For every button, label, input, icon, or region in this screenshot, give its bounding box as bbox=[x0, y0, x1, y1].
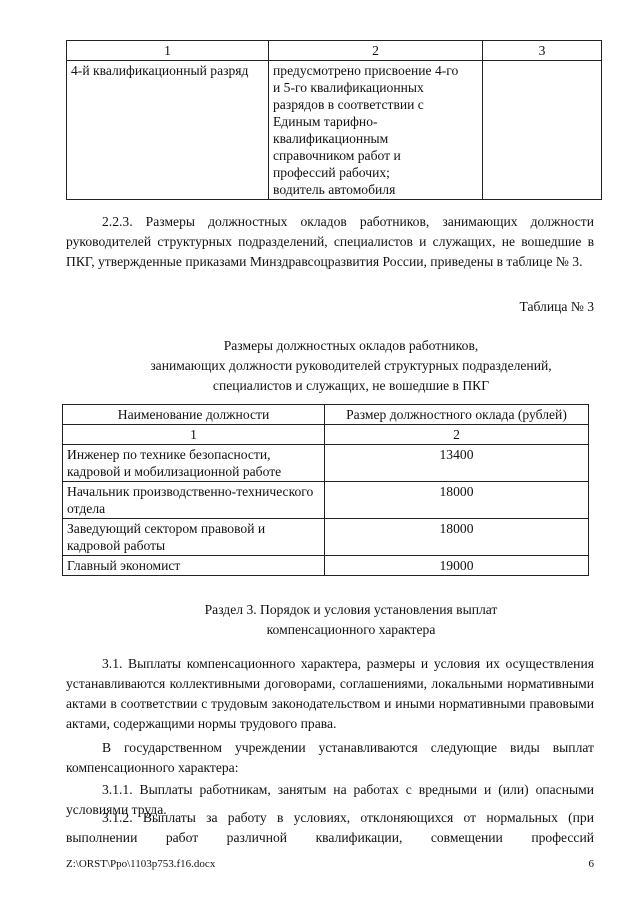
salary-column-header: Размер должностного оклада (рублей) bbox=[325, 405, 589, 425]
empty-cell bbox=[483, 61, 602, 200]
table-number-row bbox=[63, 425, 589, 445]
description-line: справочником работ и bbox=[273, 148, 401, 163]
salary-value: 19000 bbox=[325, 556, 589, 576]
description-line: Единым тарифно- bbox=[273, 114, 378, 129]
table-title bbox=[66, 336, 636, 396]
section-title-line: компенсационного характера bbox=[266, 622, 436, 637]
table-label: Таблица № 3 bbox=[519, 299, 594, 314]
section-title-line: Раздел 3. Порядок и условия установления выплат bbox=[204, 602, 498, 617]
page-number: 6 bbox=[588, 858, 594, 870]
position-name: Главный экономист bbox=[63, 556, 325, 576]
table-title-line: Размеры должностных окладов работников, bbox=[223, 338, 479, 353]
description-line: профессий рабочих; bbox=[273, 165, 390, 180]
column-number: 1 bbox=[63, 425, 325, 445]
col-header-3: 3 bbox=[483, 41, 602, 61]
table-row bbox=[63, 556, 589, 576]
col-header-2: 2 bbox=[269, 41, 483, 61]
table-title-line: занимающих должности руководителей структурных подразделений, bbox=[150, 358, 552, 373]
paragraph-3-1-2: 3.1.2. Выплаты за работу в условиях, отклоняющихся от нормальных (при выполнении работ различной квалификации, совмещении профессий bbox=[66, 810, 594, 845]
paragraph-3-1: 3.1. Выплаты компенсационного характера, размеры и условия их осуществления устанавливаются коллективными договорами, соглашениями, локальными нормативными актами в соответствии с трудовым законодательством и иными нормативными правовыми актами, содержащими нормы трудового права. bbox=[66, 656, 594, 731]
description-line: квалификационным bbox=[273, 131, 389, 146]
col-header-1: 1 bbox=[67, 41, 269, 61]
position-name: Начальник производственно-технического отдела bbox=[63, 482, 325, 519]
description-line: и 5-го квалификационных bbox=[273, 80, 424, 95]
table-header-row bbox=[67, 41, 602, 61]
qualification-description-cell bbox=[269, 61, 483, 200]
page-footer bbox=[66, 858, 594, 870]
position-column-header: Наименование должности bbox=[63, 405, 325, 425]
salary-value: 13400 bbox=[325, 445, 589, 482]
paragraph-2-2-3: 2.2.3. Размеры должностных окладов работников, занимающих должности руководителей структурных подразделений, специалистов и служащих, не вошедшие в ПКГ, утвержденные приказами Минздравсоцразвития России, приведены в таблице № 3. bbox=[66, 214, 594, 269]
position-name: Инженер по технике безопасности, кадровой и мобилизационной работе bbox=[63, 445, 325, 482]
paragraph-3-1-1: 3.1.1. Выплаты работникам, занятым на работах с вредными и (или) опасными условиями труда. bbox=[66, 782, 594, 817]
description-line: водитель автомобиля bbox=[273, 182, 396, 197]
qualification-grade-cell: 4-й квалификационный разряд bbox=[67, 61, 269, 200]
section-3-title bbox=[66, 600, 636, 640]
salary-table bbox=[62, 404, 589, 576]
table-row bbox=[63, 445, 589, 482]
qualification-table bbox=[66, 40, 602, 200]
paragraph-payment-types: В государственном учреждении устанавливаются следующие виды выплат компенсационного характера: bbox=[66, 740, 594, 775]
table-header-row bbox=[63, 405, 589, 425]
description-line: предусмотрено присвоение 4-го bbox=[273, 63, 459, 78]
table-row bbox=[63, 482, 589, 519]
file-path: Z:\ORST\Ppo\1103p753.f16.docx bbox=[66, 858, 216, 870]
salary-value: 18000 bbox=[325, 519, 589, 556]
description-line: разрядов в соответствии с bbox=[273, 97, 424, 112]
salary-value: 18000 bbox=[325, 482, 589, 519]
position-name: Заведующий сектором правовой и кадровой работы bbox=[63, 519, 325, 556]
column-number: 2 bbox=[325, 425, 589, 445]
table-row bbox=[63, 519, 589, 556]
table-row bbox=[67, 61, 602, 200]
table-title-line: специалистов и служащих, не вошедшие в ПКГ bbox=[212, 378, 490, 393]
